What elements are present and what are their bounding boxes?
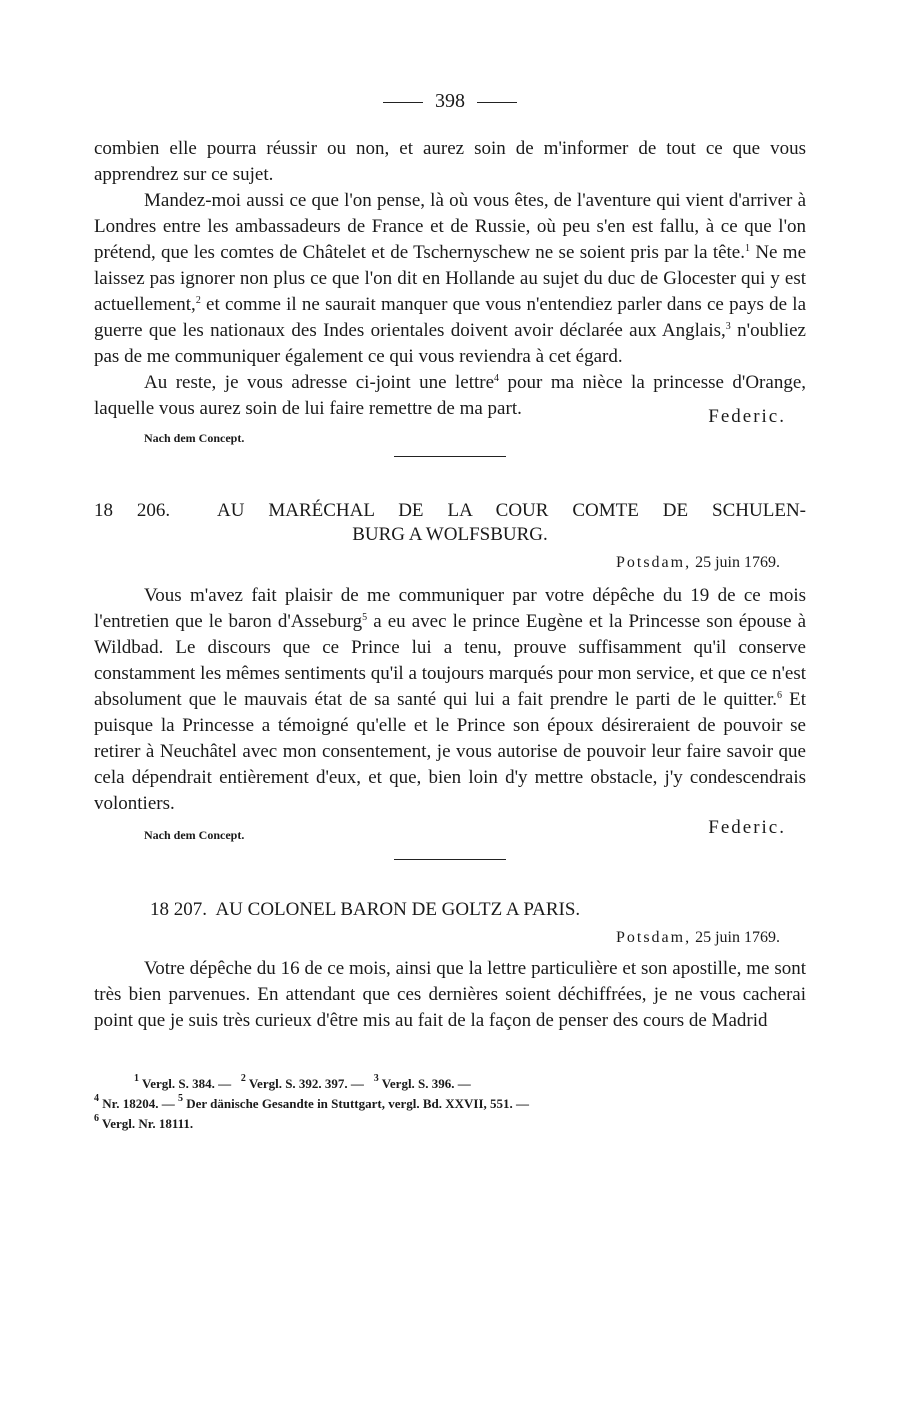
continuation-paragraph-1: combien elle pourra réussir ou non, et aurez soin de m'informer de tout ce que vous apprendrez sur ce sujet. xyxy=(94,138,806,185)
continuation-paragraph-2 xyxy=(94,188,806,370)
letter-number: 18 206. xyxy=(94,500,171,521)
footnote-mark: 5 xyxy=(177,1093,183,1104)
text-segment: pour ma nièce la princesse d'Orange, laquelle vous aurez soin de lui faire remettre de ma part. xyxy=(94,372,806,419)
signature: Federic. xyxy=(708,406,786,427)
letter-18206-heading xyxy=(94,499,806,523)
footnote: Der dänische Gesandte in Stuttgart, vergl. Bd. XXVII, 551. — xyxy=(186,1096,530,1111)
source-note: Nach dem Concept. xyxy=(144,431,245,445)
footnote-mark: 2 xyxy=(195,295,201,306)
text-segment: Vous m'avez fait plaisir de me communiquer par votre dépêche du 19 de ce mois l'entretien que le baron d'Asseburg xyxy=(94,585,806,632)
footnote: Vergl. S. 392. 397. — xyxy=(248,1076,364,1091)
text-segment: Et puisque la Princesse a témoigné qu'elle et le Prince son époux désireraient de pouvoir se retirer à Neuchâtel avec mon consentement, je vous autorise de pouvoir leur faire savoir que cela dépendrait entièrement d'eux, et que, bien loin d'y mettre obstacle, j'y condescendrais volontiers. xyxy=(94,689,806,814)
letter-heading-line: AU MARÉCHAL DE LA COUR COMTE DE SCHULEN- xyxy=(217,500,807,521)
header-dash-left xyxy=(383,102,423,103)
header-dash-right xyxy=(477,102,517,103)
footnote: Vergl. S. 384. — xyxy=(142,1076,232,1091)
text-segment: n'oubliez pas de me communiquer également ce qui vous reviendra à cet égard. xyxy=(94,320,806,367)
footnote-mark: 1 xyxy=(745,243,750,254)
page-number: 398 xyxy=(435,90,465,112)
date: 25 juin 1769. xyxy=(695,929,780,946)
signature-block-2 xyxy=(94,819,806,845)
footnotes xyxy=(94,1094,806,1114)
letter-18207-heading xyxy=(94,898,806,922)
continuation-paragraph-3 xyxy=(94,370,806,422)
footnote-mark: 5 xyxy=(362,612,368,623)
footnote-mark: 4 xyxy=(94,1093,99,1104)
footnote-mark: 2 xyxy=(240,1073,246,1084)
footnote-mark: 6 xyxy=(94,1113,99,1124)
text-segment: Au reste, je vous adresse ci-joint une lettre xyxy=(144,372,495,393)
footnote: Nr. 18204. — xyxy=(102,1096,175,1111)
footnote: Vergl. S. 396. — xyxy=(381,1076,471,1091)
letter-18207-body: Votre dépêche du 16 de ce mois, ainsi que la lettre particulière et son apostille, me sont très bien parvenues. En attendant que ces dernières soient déchiffrées, je ne vous cacherai point que je suis très curieux d'être mis au fait de la façon de penser des cours de Madrid xyxy=(94,958,806,1031)
footnote-mark: 1 xyxy=(134,1073,139,1084)
date: 25 juin 1769. xyxy=(695,554,780,571)
letter-number: 18 207. xyxy=(150,899,207,920)
footnotes xyxy=(94,1074,806,1094)
signature: Federic. xyxy=(708,817,786,838)
page xyxy=(94,86,806,1134)
place: Potsdam, xyxy=(615,554,692,571)
letter-18206-dateline xyxy=(94,551,806,575)
place: Potsdam, xyxy=(615,929,692,946)
text-segment: et comme il ne saurait manquer que vous n'entendiez parler dans ce pays de la guerre que les nationaux des Indes orientales doivent avoir déclarée aux Anglais, xyxy=(94,294,807,341)
footnote-mark: 4 xyxy=(494,373,500,384)
source-note: Nach dem Concept. xyxy=(144,828,245,842)
signature-block-1 xyxy=(94,406,806,450)
letter-heading-line: AU COLONEL BARON DE GOLTZ A PARIS. xyxy=(215,899,581,920)
text-segment: a eu avec le prince Eugène et la Princesse son épouse à Wildbad. Le discours que ce Prince lui a tenu, prouve suffisamment qu'il conserve constamment les mêmes sentiments qu'il a toujours marqués pour mon service, et que ce n'est absolument que le mauvais état de sa santé qui lui a fait prendre le parti de le quitter. xyxy=(94,611,807,710)
text-segment: Mandez-moi aussi ce que l'on pense, là où vous êtes, de l'aventure qui vient d'arriver à Londres entre les ambassadeurs de France et de Russie, où peu s'en est fallu, à ce que l'on prétend, que les comtes de Châtelet et de Tschernyschew ne se soient pris par la tête. xyxy=(94,190,806,263)
footnote: Vergl. Nr. 18111. xyxy=(102,1116,194,1131)
page-number-header xyxy=(94,86,806,116)
letter-18206-heading-cont: BURG A WOLFSBURG. xyxy=(352,524,548,545)
text-segment: Ne me laissez pas ignorer non plus ce que l'on dit en Hollande au sujet du duc de Glocester qui y est actuellement, xyxy=(94,242,807,315)
letter-18207-dateline xyxy=(94,926,806,950)
footnote-mark: 3 xyxy=(725,321,731,332)
letter-18206-body xyxy=(94,583,806,817)
footnote-mark: 6 xyxy=(776,690,782,701)
footnote-mark: 3 xyxy=(373,1073,379,1084)
footnotes xyxy=(94,1114,806,1134)
